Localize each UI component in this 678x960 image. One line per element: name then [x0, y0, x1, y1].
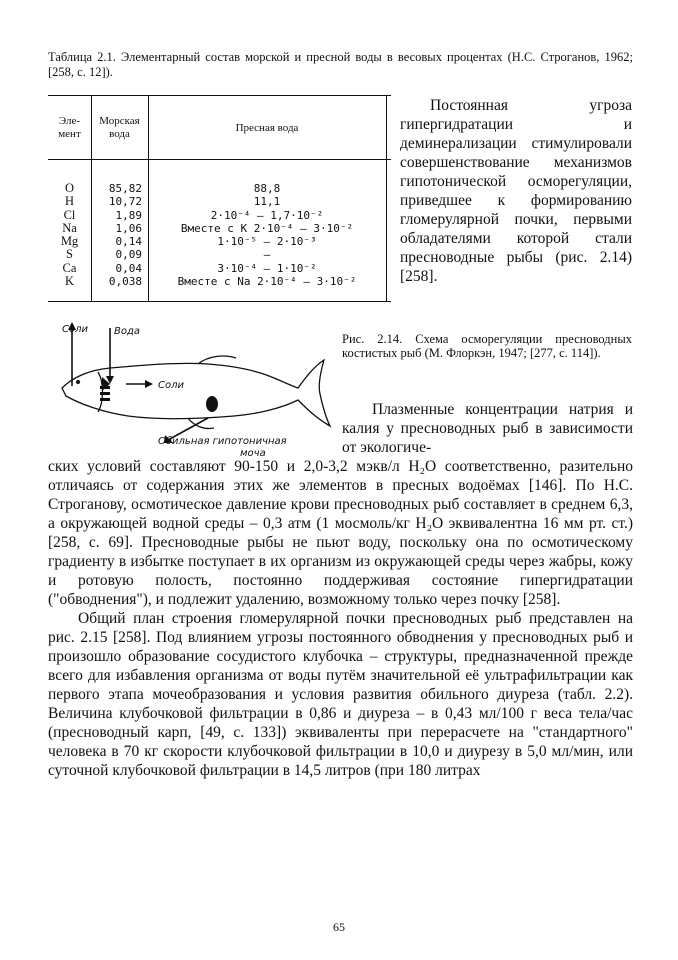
gill-dash: [100, 386, 110, 389]
element-cell: Cl: [63, 207, 76, 222]
fresh-value-cell: Вместе с K 2·10⁻⁴ — 3·10⁻²: [180, 221, 354, 235]
fresh-value-cell: Вместе с Na 2·10⁻⁴ — 3·10⁻²: [177, 275, 357, 289]
fresh-value-cell: 1·10⁻⁵ — 2·10⁻³: [217, 235, 317, 249]
table-caption: Таблица 2.1. Элементарный состав морской и пресной воды в весовых процентах (Н.С. Строганов, 1962; [258, с. 12]).: [48, 50, 633, 79]
arrowhead: [145, 380, 153, 388]
sea-value-cell: 1,89: [115, 208, 142, 222]
element-cell: Mg: [60, 234, 79, 249]
header-element: Эле- мент: [58, 115, 81, 140]
label-urine-1: Обильная гипотоничная: [158, 436, 287, 447]
kidney-blob: [206, 396, 218, 412]
element-cell: S: [66, 247, 73, 262]
right-paragraph: Постоянная угроза гипергидратации и деминерализации стимулировали совершенствование механизмов гипотонической осморегуляции, приведшее к формированию гломерулярной почки, первыми обладателями которой стали пресноводные рыбы (рис. 2.14) [258].: [400, 97, 632, 285]
label-urine-2: моча: [240, 448, 266, 458]
table-header-rule: [48, 159, 391, 160]
gill-dash: [100, 392, 110, 395]
body-text: [48, 457, 633, 780]
fresh-value-cell: —: [263, 248, 271, 262]
fresh-value-cell: 2·10⁻⁴ — 1,7·10⁻²: [210, 208, 324, 222]
figure-caption: Рис. 2.14. Схема осморегуляции пресноводных костистых рыб (М. Флоркэн, 1947; [277, с. 114]).: [342, 332, 632, 361]
sea-column: [97, 182, 142, 288]
body-paragraph-2: Общий план строения гломерулярной почки пресноводных рыб представлен на рис. 2.15 [258]. Под влиянием угрозы постоянного обводнения у пресноводных рыб и произошло образование сосудистого клубочка – структуры, предназначенной прежде всего для избавления организма от воды путём значительной её ультрафильтрации как первого этапа мочеобразования и условия развития обильного диуреза (табл. 2.2). Величина клубочковой фильтрации в 0,86 и диуреза – в 0,43 мл/100 г веса тела/час (пресноводный карп, [49, с. 133]) эквиваленты при перерасчете на "стандартного" человека в 70 кг скорости клубочковой фильтрации в 10,0 и диурезу в 5,0 мл/мин, или суточной клубочковой фильтрации в 14,5 литров (при 180 литрах: [48, 610, 633, 779]
fresh-value-cell: 3·10⁻⁴ — 1·10⁻²: [217, 261, 317, 275]
sea-value-cell: 0,038: [108, 275, 142, 289]
element-cell: Ca: [62, 260, 77, 275]
label-salts-in: Соли: [158, 380, 184, 391]
fresh-value-cell: 11,1: [253, 195, 281, 209]
sea-value-cell: 1,06: [115, 221, 142, 235]
element-column: [48, 182, 91, 288]
page-number: 65: [333, 920, 345, 934]
element-cell: O: [64, 181, 75, 195]
sea-value-cell: 0,04: [115, 261, 142, 275]
sea-value-cell: 0,09: [115, 248, 142, 262]
header-sea: Морская вода: [99, 115, 140, 140]
sea-value-cell: 10,72: [108, 195, 142, 209]
sea-value-cell: 85,82: [108, 182, 142, 195]
table-divider: [386, 96, 387, 301]
fish-eye: [76, 380, 80, 384]
header-fresh: Пресная вода: [235, 122, 299, 134]
element-cell: K: [64, 274, 75, 289]
body-paragraph-1: ских условий составляют 90-150 и 2,0-3,2 мэкв/л H₂O соответственно, разительно отличаясь от содержания этих же элементов в пресных водоёмах [146]. По Н.С. Строганову, осмотическое давление крови пресноводных рыб составляет в среднем 6,3, а окружающей водной среды – 0,3 атм (1 мосмоль/кг H₂O эквивалентна 16 мм рт. ст.) [258, с. 69]. Пресноводные рыбы не пьют воду, поскольку она по осмотическому градиенту в избытке поступает в их организм из окружающей среды через жабры, кожу и ротовую полость, постоянно поддерживая состояние гипергидратации ("обводнения"), и подлежит удалению, возможному только через почку [258].: [48, 458, 633, 608]
gill-dash: [100, 398, 110, 401]
label-salts-out: Соли: [62, 324, 88, 335]
element-cell: H: [64, 194, 75, 209]
element-cell: Na: [62, 220, 77, 235]
element-table: [48, 95, 391, 302]
fish-osmoregulation-figure: [48, 322, 336, 458]
sea-value-cell: 0,14: [115, 235, 142, 249]
fish-fin-top: [198, 356, 236, 364]
paragraph-lead: Плазменные концентрации натрия и калия у пресноводных рыб в зависимости от экологиче-: [342, 401, 633, 456]
fresh-column: [148, 182, 386, 288]
fresh-value-cell: 88,8: [253, 182, 281, 195]
label-water-in: Вода: [114, 326, 141, 337]
